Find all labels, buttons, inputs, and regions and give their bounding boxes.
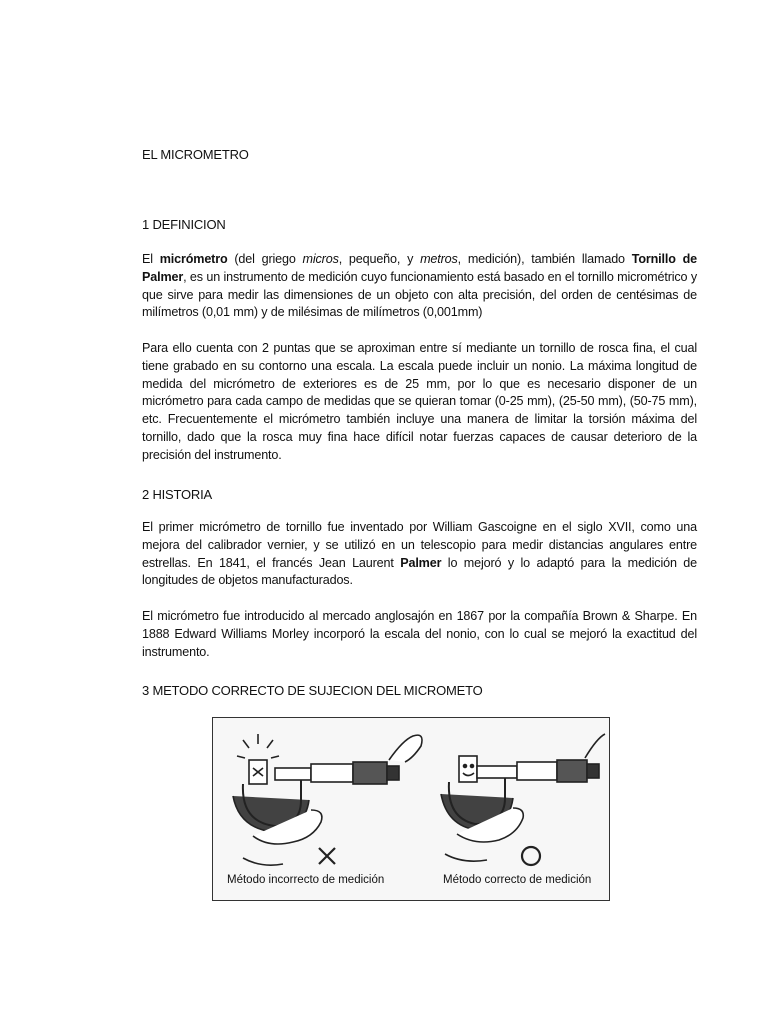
incorrect-method-caption: Método incorrecto de medición — [227, 874, 385, 886]
text-segment: El micrómetro fue introducido al mercado anglosajón en 1867 por la compañía Brown & Sharpe. En 1888 Edward Williams Morley incorporó la escala del nonio, con lo cual se mejoró la exactitud del instrumento. — [142, 609, 697, 659]
text-segment: , medición), también llamado — [457, 252, 632, 266]
correct-method-drawing — [441, 734, 605, 865]
incorrect-method-drawing — [233, 734, 422, 865]
correct-method-caption: Método correcto de medición — [443, 874, 592, 886]
text-segment: metros — [420, 252, 458, 266]
text-segment: , pequeño, y — [338, 252, 421, 266]
paragraph-historia-1 — [142, 519, 697, 590]
text-segment: El — [142, 252, 160, 266]
text-segment: lo mejoró y lo adaptó para la medición de longitudes de objetos manufacturados. — [142, 555, 697, 588]
text-segment: micrómetro — [159, 252, 228, 266]
text-segment: (del griego — [227, 252, 303, 266]
text-segment: Para ello cuenta con 2 puntas que se aproximan entre sí mediante un tornillo de rosca fina, el cual tiene grabado en su contorno una escala. La escala puede incluir un nonio. La máxima longitud de medida del micrómetro de exteriores es de 25 mm, por lo que es necesario disponer de un micrómetro para cada campo de medidas que se quieran tomar (0-25 mm), (25-50 mm), (50-75 mm), etc. Frecuentemente el micrómetro también incluye una manera de limitar la torsión máxima del tornillo, dado que la rosca muy fina hace difícil notar fuerzas capaces de causar deterioro de la precisión del instrumento. — [142, 341, 697, 462]
text-segment: micros — [302, 252, 339, 266]
micrometer-holding-figure — [212, 717, 610, 901]
text-segment: El primer micrómetro de tornillo fue inventado por William Gascoigne en el siglo XVII, como una mejora del calibrador vernier, y se utilizó en un telescopio para medir distancias angulares entre estrellas. En 1841, el francés Jean Laurent — [142, 520, 697, 570]
text-segment: Palmer — [400, 555, 442, 570]
micrometer-illustration — [213, 718, 609, 900]
section-heading-sujecion: 3 METODO CORRECTO DE SUJECION DEL MICROMETO — [142, 683, 483, 698]
paragraph-definicion-2 — [142, 340, 697, 465]
section-heading-historia: 2 HISTORIA — [142, 487, 213, 502]
text-segment: Tornillo de Palmer — [142, 252, 697, 284]
text-segment: , es un instrumento de medición cuyo funcionamiento está basado en el tornillo micrométrico y que sirve para medir las dimensiones de un objeto con alta precisión, del orden de centésimas de milímetros (0,01 mm) y de milésimas de milímetros (0,001mm) — [142, 269, 697, 320]
section-heading-definicion: 1 DEFINICION — [142, 217, 226, 232]
document-title: EL MICROMETRO — [142, 147, 249, 162]
paragraph-definicion-1 — [142, 251, 697, 322]
paragraph-historia-2 — [142, 608, 697, 661]
